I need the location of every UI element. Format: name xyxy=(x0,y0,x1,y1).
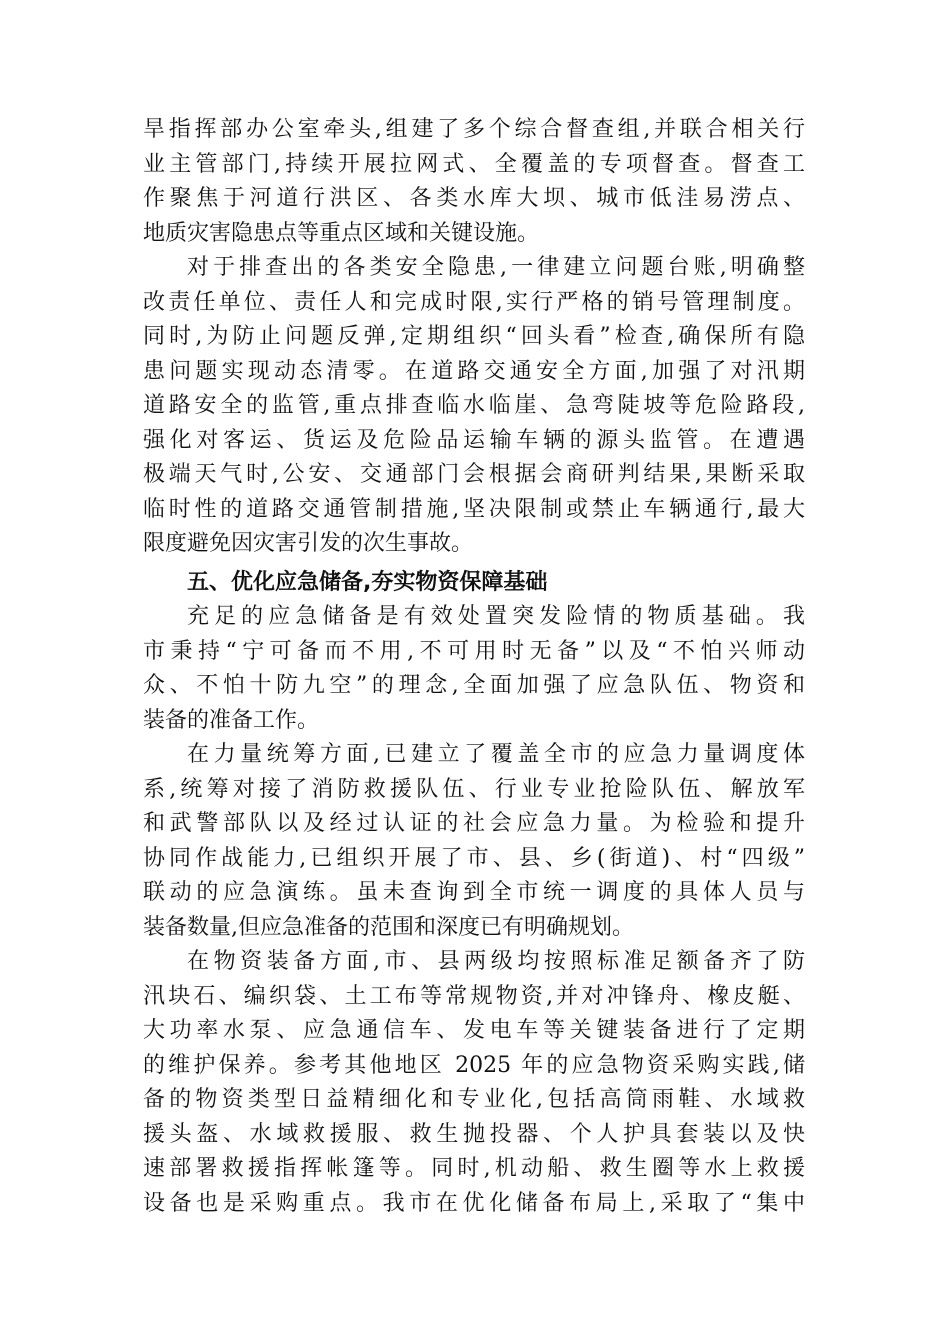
section-heading xyxy=(143,566,805,601)
paragraph xyxy=(143,600,805,738)
heading-text: 五、优化应急储备,夯实物资保障基础 xyxy=(187,569,548,595)
paragraph xyxy=(143,113,805,251)
text-line: 和武警部队以及经过认证的社会应急力量。为检验和提升 xyxy=(143,811,805,836)
text-line: 速部署救援指挥帐篷等。同时,机动船、救生圈等水上救援 xyxy=(143,1156,805,1181)
paragraph xyxy=(143,251,805,562)
document-page xyxy=(143,113,805,1221)
paragraph xyxy=(143,945,805,1221)
text-line: 作聚焦于河道行洪区、各类水库大坝、城市低洼易涝点、 xyxy=(143,186,805,211)
text-line: 在力量统筹方面,已建立了覆盖全市的应急力量调度体 xyxy=(187,742,805,767)
text-line: 地质灾害隐患点等重点区域和关键设施。 xyxy=(143,220,540,246)
text-line: 同时,为防止问题反弹,定期组织“回头看”检查,确保所有隐 xyxy=(143,324,805,349)
text-line: 充足的应急储备是有效处置突发险情的物质基础。我 xyxy=(187,604,805,629)
text-line: 装备数量,但应急准备的范围和深度已有明确规划。 xyxy=(143,914,634,940)
text-line: 道路安全的监管,重点排查临水临崖、急弯陡坡等危险路段, xyxy=(143,393,805,418)
text-line: 众、不怕十防九空”的理念,全面加强了应急队伍、物资和 xyxy=(143,673,805,698)
text-line: 汛块石、编织袋、土工布等常规物资,并对冲锋舟、橡皮艇、 xyxy=(143,983,805,1009)
text-line: 备的物资类型日益精细化和专业化,包括高筒雨鞋、水域救 xyxy=(143,1087,805,1112)
text-line: 联动的应急演练。虽未查询到全市统一调度的具体人员与 xyxy=(143,880,805,905)
paragraph xyxy=(143,738,805,945)
text-line: 在物资装备方面,市、县两级均按照标准足额备齐了防 xyxy=(187,949,805,974)
text-line: 极端天气时,公安、交通部门会根据会商研判结果,果断采取 xyxy=(143,462,805,487)
text-line: 系,统筹对接了消防救援队伍、行业专业抢险队伍、解放军 xyxy=(143,776,805,802)
text-line: 改责任单位、责任人和完成时限,实行严格的销号管理制度。 xyxy=(143,289,805,315)
text-line: 对于排查出的各类安全隐患,一律建立问题台账,明确整 xyxy=(187,255,805,280)
text-line: 旱指挥部办公室牵头,组建了多个综合督查组,并联合相关行 xyxy=(143,117,805,142)
text-line: 患问题实现动态清零。在道路交通安全方面,加强了对汛期 xyxy=(143,358,805,384)
text-line: 市秉持“宁可备而不用,不可用时无备”以及“不怕兴师动 xyxy=(143,638,805,664)
text-line: 装备的准备工作。 xyxy=(143,707,320,733)
text-line: 强化对客运、货运及危险品运输车辆的源头监管。在遭遇 xyxy=(143,427,805,453)
text-line: 业主管部门,持续开展拉网式、全覆盖的专项督查。督查工 xyxy=(143,151,805,177)
text-line: 的维护保养。参考其他地区 2025 年的应急物资采购实践,储 xyxy=(143,1052,805,1078)
text-line: 临时性的道路交通管制措施,坚决限制或禁止车辆通行,最大 xyxy=(143,496,805,522)
text-line: 设备也是采购重点。我市在优化储备布局上,采取了“集中 xyxy=(143,1190,805,1216)
text-line: 援头盔、水域救援服、救生抛投器、个人护具套装以及快 xyxy=(143,1121,805,1147)
text-line: 限度避免因灾害引发的次生事故。 xyxy=(143,531,474,556)
text-line: 协同作战能力,已组织开展了市、县、乡(街道)、村“四级” xyxy=(143,845,805,871)
text-line: 大功率水泵、应急通信车、发电车等关键装备进行了定期 xyxy=(143,1018,805,1043)
